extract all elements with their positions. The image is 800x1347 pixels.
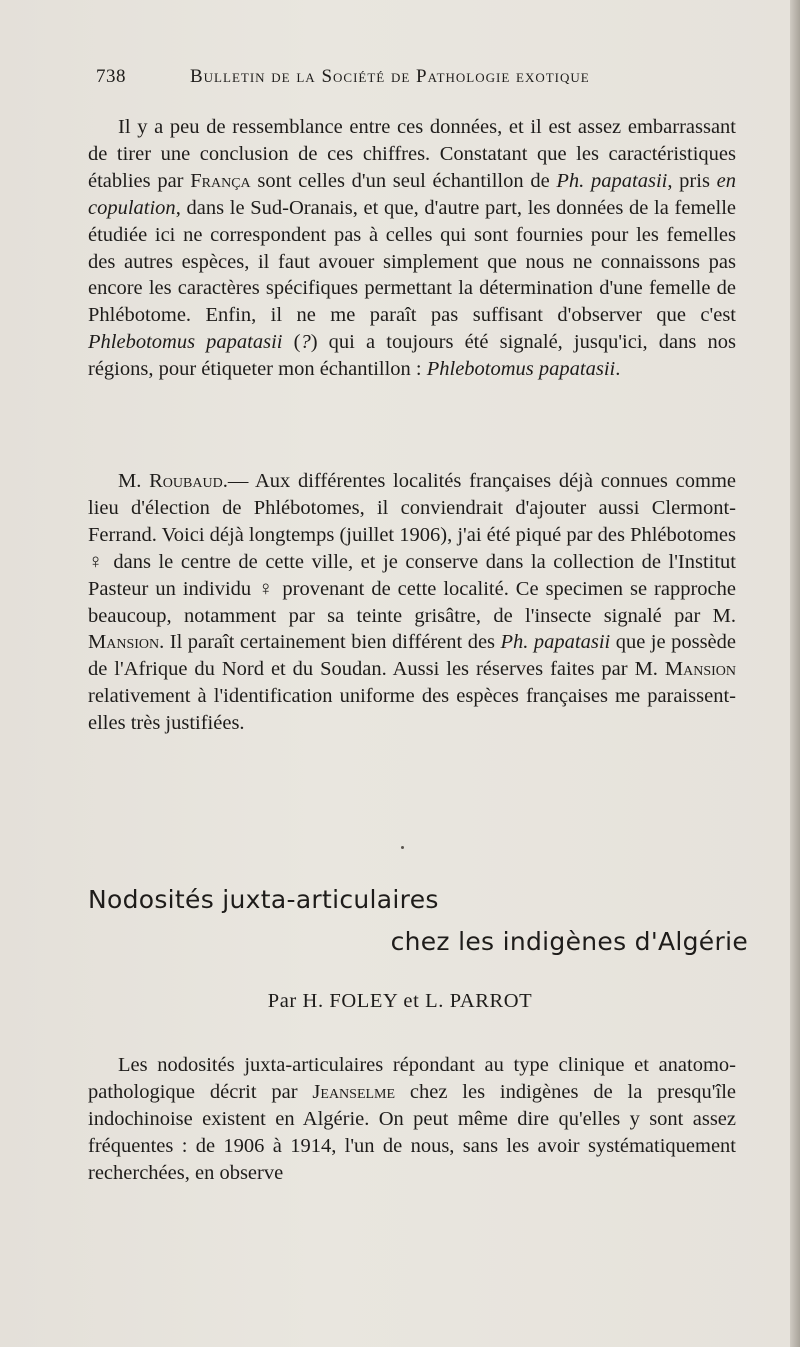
- question-mark: ?: [300, 331, 311, 354]
- page-edge-shadow: [790, 0, 800, 1347]
- author-name: França: [190, 169, 251, 192]
- author-name: Mansion: [88, 631, 160, 654]
- italic-phrase: en copulation: [88, 169, 737, 219]
- text-run: .— Aux différentes localités françaises déjà connues comme lieu d'élection de Phlébotomes, il conviendrait d'ajouter aussi Clermont-Ferrand. Voici déjà longtemps (juillet 1906), j'ai été piqué par des Phlébotomes ♀ dans le centre de cette ville, et je conserve dans la collection de l'Institut Pasteur un individu ♀ provenant de cette localité. Ce specimen se rapproche beaucoup, notamment par sa teinte grisâtre, de l'insecte signalé par M.: [88, 470, 736, 627]
- article-title-line2: chez les indigènes d'Algérie: [390, 927, 748, 956]
- text-run: chez les indigènes de la presqu'île indochinoise existent en Algérie. On peut même dire qu'elles y sont assez fréquentes : de 1906 à 1914, l'un de nous, sans les avoir systématiquement recherchées, en observe: [88, 1080, 736, 1184]
- paragraph-nodosites-intro: [88, 1052, 736, 1187]
- text-run: , dans le Sud-Oranais, et que, d'autre part, les données de la femelle étudiée ici ne correspondent pas à celles qui sont fournies pour les femelles des autres espèces, il faut avouer simplement que nous ne connaissons pas encore les caractères spécifiques permettant la détermination d'une femelle de Phlébotome. Enfin, il ne me paraît pas suffisant d'observer que c'est: [88, 196, 736, 327]
- text-run: .: [615, 358, 621, 381]
- article-authors: Par H. FOLEY et L. PARROT: [267, 990, 533, 1012]
- species-name: Phlebotomus papatasii: [88, 331, 283, 354]
- author-name: Roubaud: [149, 470, 223, 492]
- author-name: Mansion: [664, 658, 736, 681]
- species-name: Phlebotomus papatasii: [426, 358, 616, 381]
- text-run: relativement à l'identification uniforme des espèces françaises me paraissent-elles très justifiées.: [88, 685, 736, 735]
- journal-title: Bulletin de la Société de Pathologie exotique: [190, 66, 590, 87]
- paragraph-francais-conclusion: [88, 114, 736, 383]
- author-name: Jeanselme: [312, 1080, 396, 1103]
- species-name: Ph. papatasii: [556, 169, 668, 192]
- text-run: . Il paraît certainement bien différent des: [159, 631, 501, 654]
- text-run: Il y a peu de ressemblance entre ces données, et il est assez embarrassant de tirer une conclusion de ces chiffres. Constatant que les caractéristiques établies par: [88, 116, 736, 192]
- running-header: [96, 66, 760, 88]
- text-run: ) qui a toujours été signalé, jusqu'ici, dans nos régions, pour étiqueter mon échantillon :: [88, 331, 736, 381]
- page-number: 738: [96, 66, 126, 87]
- text-run: que je possède de l'Afrique du Nord et du Soudan. Aussi les réserves faites par M.: [88, 631, 736, 681]
- text-run: (: [282, 331, 301, 354]
- article-title-line1: Nodosités juxta-articulaires: [88, 885, 439, 914]
- text-run: M.: [118, 470, 150, 492]
- species-name: Ph. papatasii: [500, 631, 611, 654]
- paragraph-roubaud-remark: [88, 468, 736, 737]
- text-run: , pris: [667, 169, 717, 192]
- text-run: Les nodosités juxta-articulaires répondant au type clinique et anatomo-pathologique décrit par: [88, 1054, 736, 1103]
- ink-speck: [401, 846, 404, 849]
- text-run: sont celles d'un seul échantillon de: [250, 169, 557, 192]
